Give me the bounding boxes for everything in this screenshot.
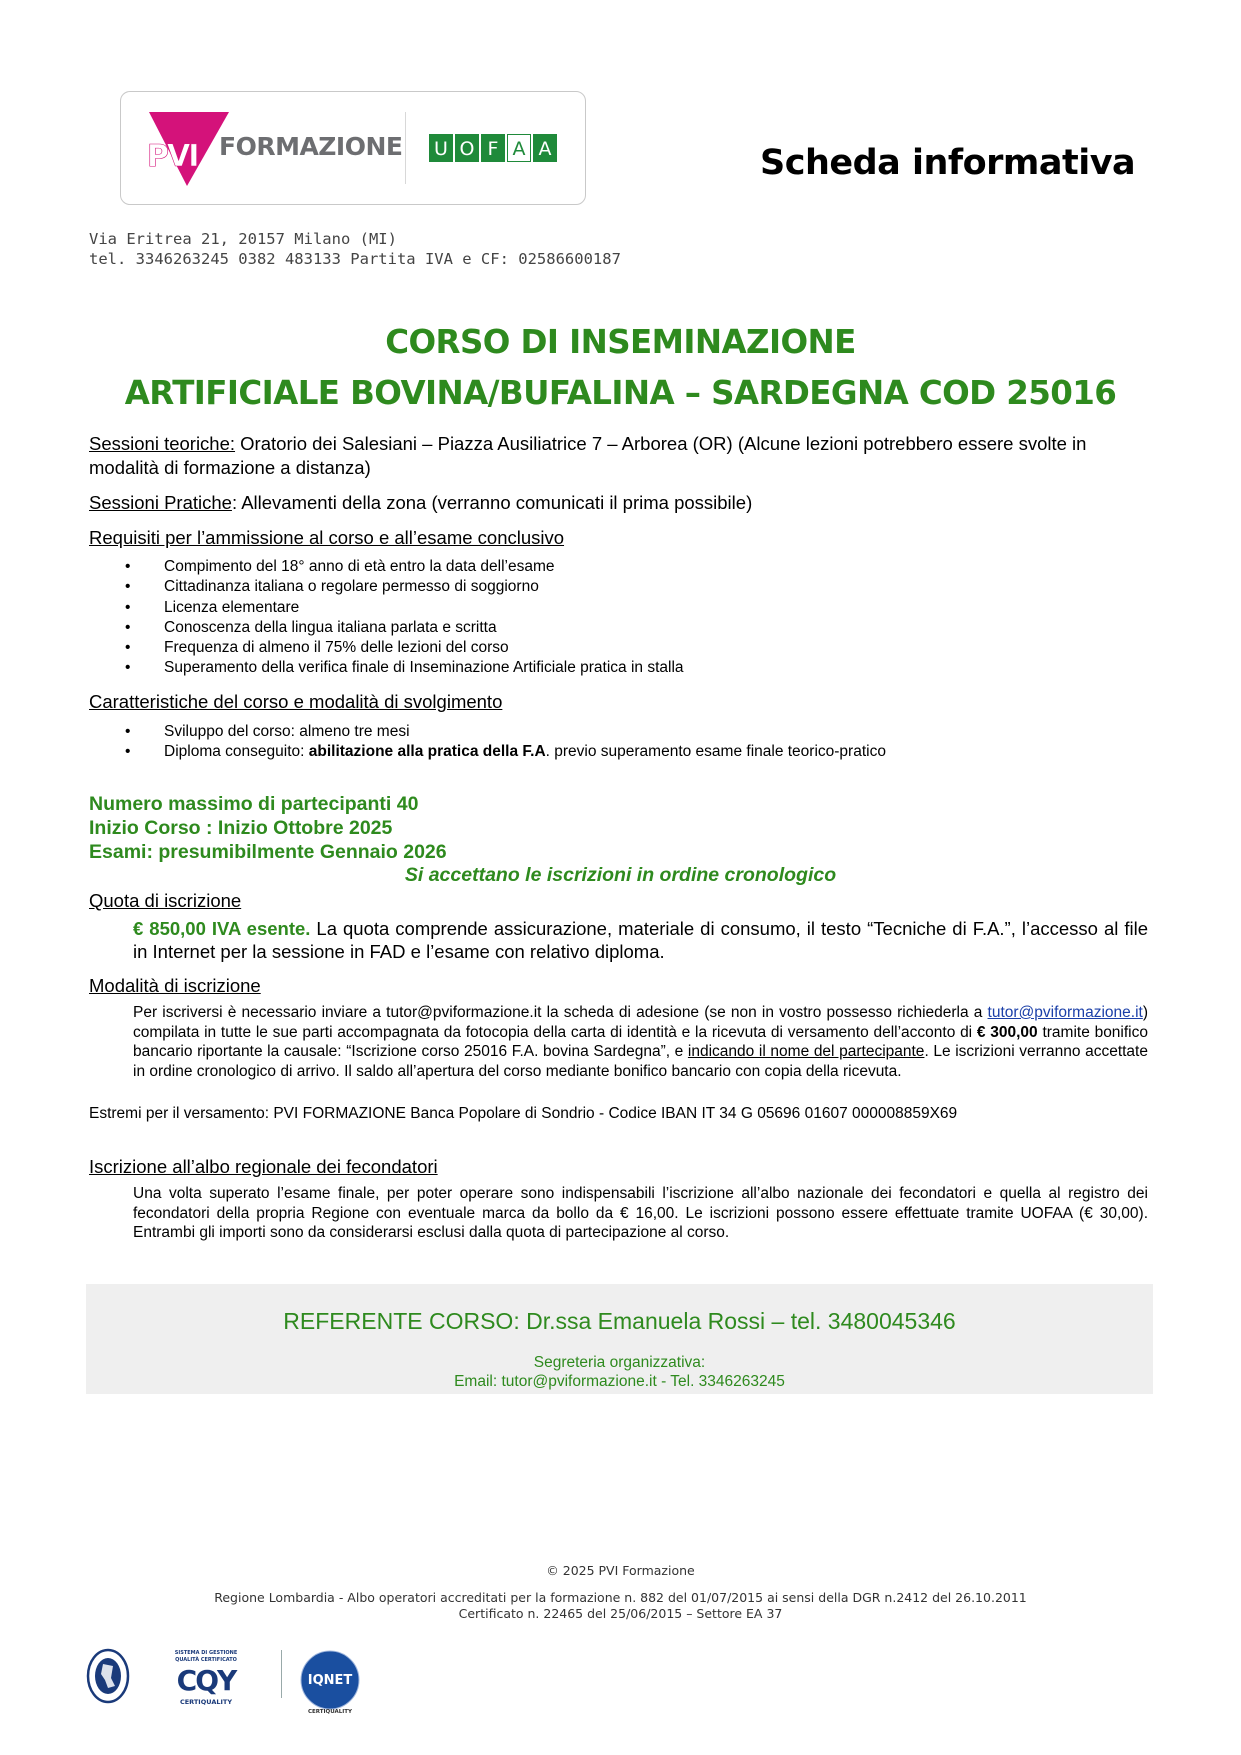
registry-description: Una volta superato l’esame finale, per poter operare sono indispensabili l’iscrizione all’albo nazionale dei fecondatori e quella al registro dei fecondatori della propria Regione con eventuale marca da bollo da € 16,00. Le iscrizioni possono essere effettuate tramite UOFAA (€ 30,00). Entrambi gli importi sono da considerarsi esclusi dalla quota di partecipazione al corso. xyxy=(133,1185,1148,1241)
enrollment-heading: Modalità di iscrizione xyxy=(89,975,261,996)
uofaa-logo xyxy=(429,134,557,162)
enrollment-description xyxy=(133,1003,1148,1081)
practice-sessions xyxy=(89,491,1149,515)
certiquality-logo xyxy=(168,1650,244,1710)
cq-label: QUALITÀ CERTIFICATO xyxy=(175,1657,237,1663)
theory-sessions xyxy=(89,432,1149,480)
secretary-label: Segreteria organizzativa: xyxy=(533,1354,706,1371)
requirements-heading: Requisiti per l’ammissione al corso e all’esame conclusivo xyxy=(89,527,565,548)
organization-logo-box xyxy=(120,91,586,205)
theory-sessions-text: Oratorio dei Salesiani – Piazza Ausiliatrice 7 – Arborea (OR) (Alcune lezioni potrebbero essere svolte in modalità di formazione a distanza) xyxy=(89,433,1087,478)
max-participants: Numero massimo di partecipanti 40 xyxy=(89,793,419,815)
accredia-seal-icon xyxy=(86,1648,130,1704)
enrollment-text: Per iscriversi è necessario inviare a tutor@pviformazione.it la scheda di adesione (se non in vostro possesso richiederla a xyxy=(133,1004,988,1021)
address-line: Via Eritrea 21, 20157 Milano (MI) xyxy=(89,230,397,248)
uofaa-letter: O xyxy=(455,134,479,162)
svg-text:PVI: PVI xyxy=(147,139,198,174)
enrollment-text: tramite bonifico bancario riportante la causale: “Iscrizione corso 25016 F.A. bovina Sardegna”, e xyxy=(133,1023,1148,1060)
list-item: • Sviluppo del corso: almeno tre mesi xyxy=(122,722,886,742)
logo-divider xyxy=(405,112,406,184)
characteristics-list xyxy=(122,722,886,763)
iqnet-sub: CERTIQUALITY xyxy=(307,1709,353,1715)
theory-sessions-label: Sessioni teoriche: xyxy=(89,433,236,454)
diploma-suffix: . previo superamento esame finale teorico-pratico xyxy=(545,743,886,761)
payment-details: Estremi per il versamento: PVI FORMAZIONE Banca Popolare di Sondrio - Codice IBAN IT 34 G 05696 01607 000008859X69 xyxy=(89,1105,958,1122)
diploma-prefix: Diploma conseguito: xyxy=(164,743,309,761)
cq-label: SISTEMA DI GESTIONE xyxy=(174,1650,238,1656)
list-item: • Licenza elementare xyxy=(122,598,684,618)
cq-mark: CQY xyxy=(176,1664,236,1697)
document-type-title: Scheda informativa xyxy=(760,143,1136,183)
contact-line: tel. 3346263245 0382 483133 Partita IVA e CF: 02586600187 xyxy=(89,250,621,268)
pvi-triangle-logo-icon xyxy=(141,110,231,188)
requirements-list xyxy=(122,557,684,679)
list-item xyxy=(122,742,886,762)
course-start: Inizio Corso : Inizio Ottobre 2025 xyxy=(89,817,393,839)
uofaa-letter: A xyxy=(533,134,557,162)
list-item: • Cittadinanza italiana o regolare permesso di soggiorno xyxy=(122,577,684,597)
list-item: • Compimento del 18° anno di età entro la data dell’esame xyxy=(122,557,684,577)
diploma-qualification: abilitazione alla pratica della F.A xyxy=(308,743,546,761)
list-item: • Conoscenza della lingua italiana parlata e scritta xyxy=(122,618,684,638)
fee-heading: Quota di iscrizione xyxy=(89,890,242,911)
fee-description xyxy=(133,917,1148,963)
exam-date: Esami: presumibilmente Gennaio 2026 xyxy=(89,841,447,863)
course-title-line-1: CORSO DI INSEMINAZIONE xyxy=(385,323,856,361)
fee-price: € 850,00 IVA esente. xyxy=(133,918,311,939)
practice-sessions-text: : Allevamenti della zona (verranno comunicati il prima possibile) xyxy=(231,492,753,513)
enrollment-text: . Le iscrizioni verranno accettate in ordine cronologico di arrivo. Il saldo all’apertura del corso mediante bonifico bancario con copia della ricevuta. xyxy=(133,1043,1148,1080)
participant-name-note: indicando il nome del partecipante xyxy=(687,1043,925,1060)
characteristics-heading: Caratteristiche del corso e modalità di svolgimento xyxy=(89,691,503,712)
organization-address xyxy=(89,229,621,269)
list-item: • Superamento della verifica finale di Inseminazione Artificiale pratica in stalla xyxy=(122,658,684,678)
cq-sub: CERTIQUALITY xyxy=(179,1698,233,1706)
certificate-line: Certificato n. 22465 del 25/06/2015 – Settore EA 37 xyxy=(458,1606,783,1621)
course-title-line-2: ARTIFICIALE BOVINA/BUFALINA – SARDEGNA COD 25016 xyxy=(124,374,1117,412)
fee-text: La quota comprende assicurazione, materiale di consumo, il testo “Tecniche di F.A.”, l’accesso al file in Internet per la sessione in FAD e l’esame con relativo diploma. xyxy=(133,918,1148,962)
enrollment-order-note: Si accettano le iscrizioni in ordine cronologico xyxy=(404,864,837,886)
copyright: © 2025 PVI Formazione xyxy=(546,1563,695,1578)
certification-divider xyxy=(281,1650,282,1698)
formazione-logo-text: FORMAZIONE xyxy=(219,132,403,161)
registry-heading: Iscrizione all’albo regionale dei fecondatori xyxy=(89,1156,438,1177)
svg-text:IQNET: IQNET xyxy=(307,1673,353,1688)
accreditation-line: Regione Lombardia - Albo operatori accreditati per la formazione n. 882 del 01/07/2015 ai sensi della DGR n.2412 del 26.10.2011 xyxy=(214,1590,1027,1605)
iqnet-logo-icon xyxy=(298,1648,362,1712)
deposit-amount: € 300,00 xyxy=(976,1023,1038,1041)
contact-band xyxy=(86,1284,1153,1394)
email-link[interactable]: tutor@pviformazione.it xyxy=(987,1004,1143,1021)
practice-sessions-label: Sessioni Pratiche xyxy=(89,492,232,513)
enrollment-text: ) compilata in tutte le sue parti accompagnata da fotocopia della carta di identità e la ricevuta di versamento dell’acconto di xyxy=(133,1004,1148,1041)
list-item: • Frequenza di almeno il 75% delle lezioni del corso xyxy=(122,638,684,658)
uofaa-letter: F xyxy=(481,134,505,162)
secretary-contacts: Email: tutor@pviformazione.it - Tel. 3346263245 xyxy=(454,1373,785,1390)
uofaa-letter: U xyxy=(429,134,453,162)
uofaa-letter: A xyxy=(507,134,531,162)
course-referent: REFERENTE CORSO: Dr.ssa Emanuela Rossi – tel. 3480045346 xyxy=(283,1308,956,1334)
